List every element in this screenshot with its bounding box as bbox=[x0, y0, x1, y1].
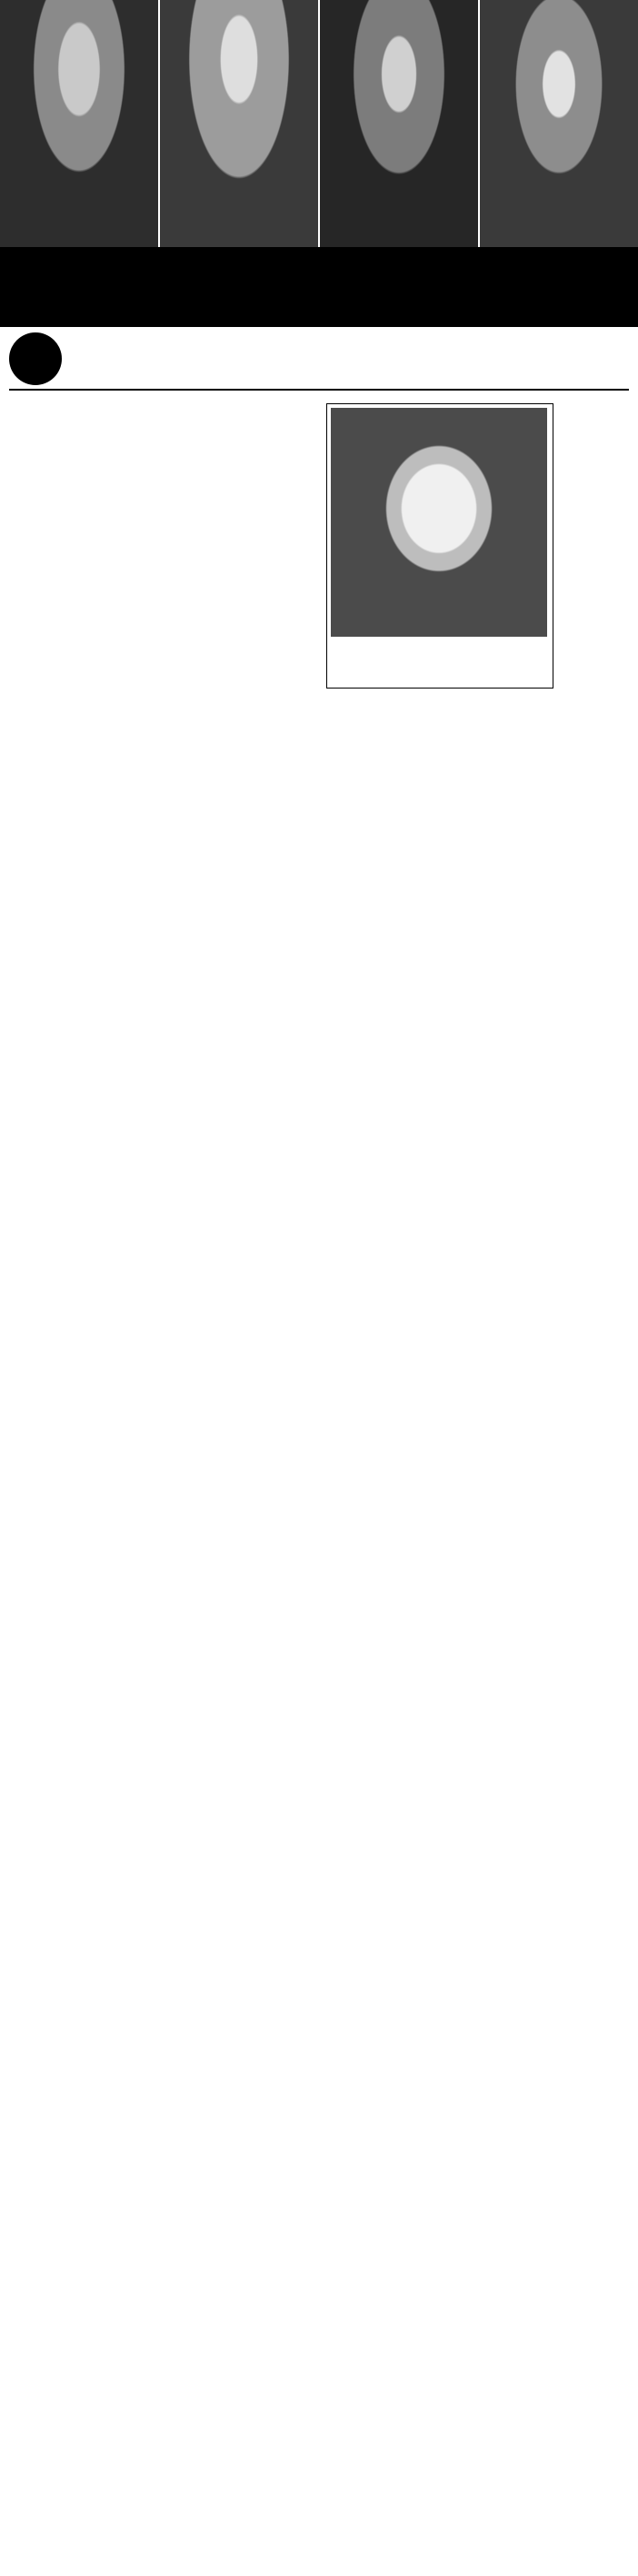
article-body bbox=[9, 400, 629, 2569]
title-banner bbox=[0, 247, 638, 327]
divider bbox=[9, 389, 629, 391]
episode-number-badge bbox=[9, 332, 62, 385]
portrait-photo-1 bbox=[0, 0, 160, 247]
portrait-photo-icon bbox=[320, 0, 478, 247]
subtitle-row bbox=[9, 332, 629, 385]
portrait-photo-icon bbox=[160, 0, 318, 247]
portrait-photo-4 bbox=[480, 0, 638, 247]
author-card bbox=[326, 403, 553, 689]
photo-banner bbox=[0, 0, 638, 247]
portrait-photo-icon bbox=[0, 0, 158, 247]
portrait-photo-icon bbox=[480, 0, 638, 247]
portrait-photo-2 bbox=[160, 0, 320, 247]
article-column-left bbox=[9, 400, 312, 2569]
article-column-right bbox=[326, 400, 629, 2569]
author-photo bbox=[331, 408, 547, 637]
portrait-photo-3 bbox=[320, 0, 480, 247]
